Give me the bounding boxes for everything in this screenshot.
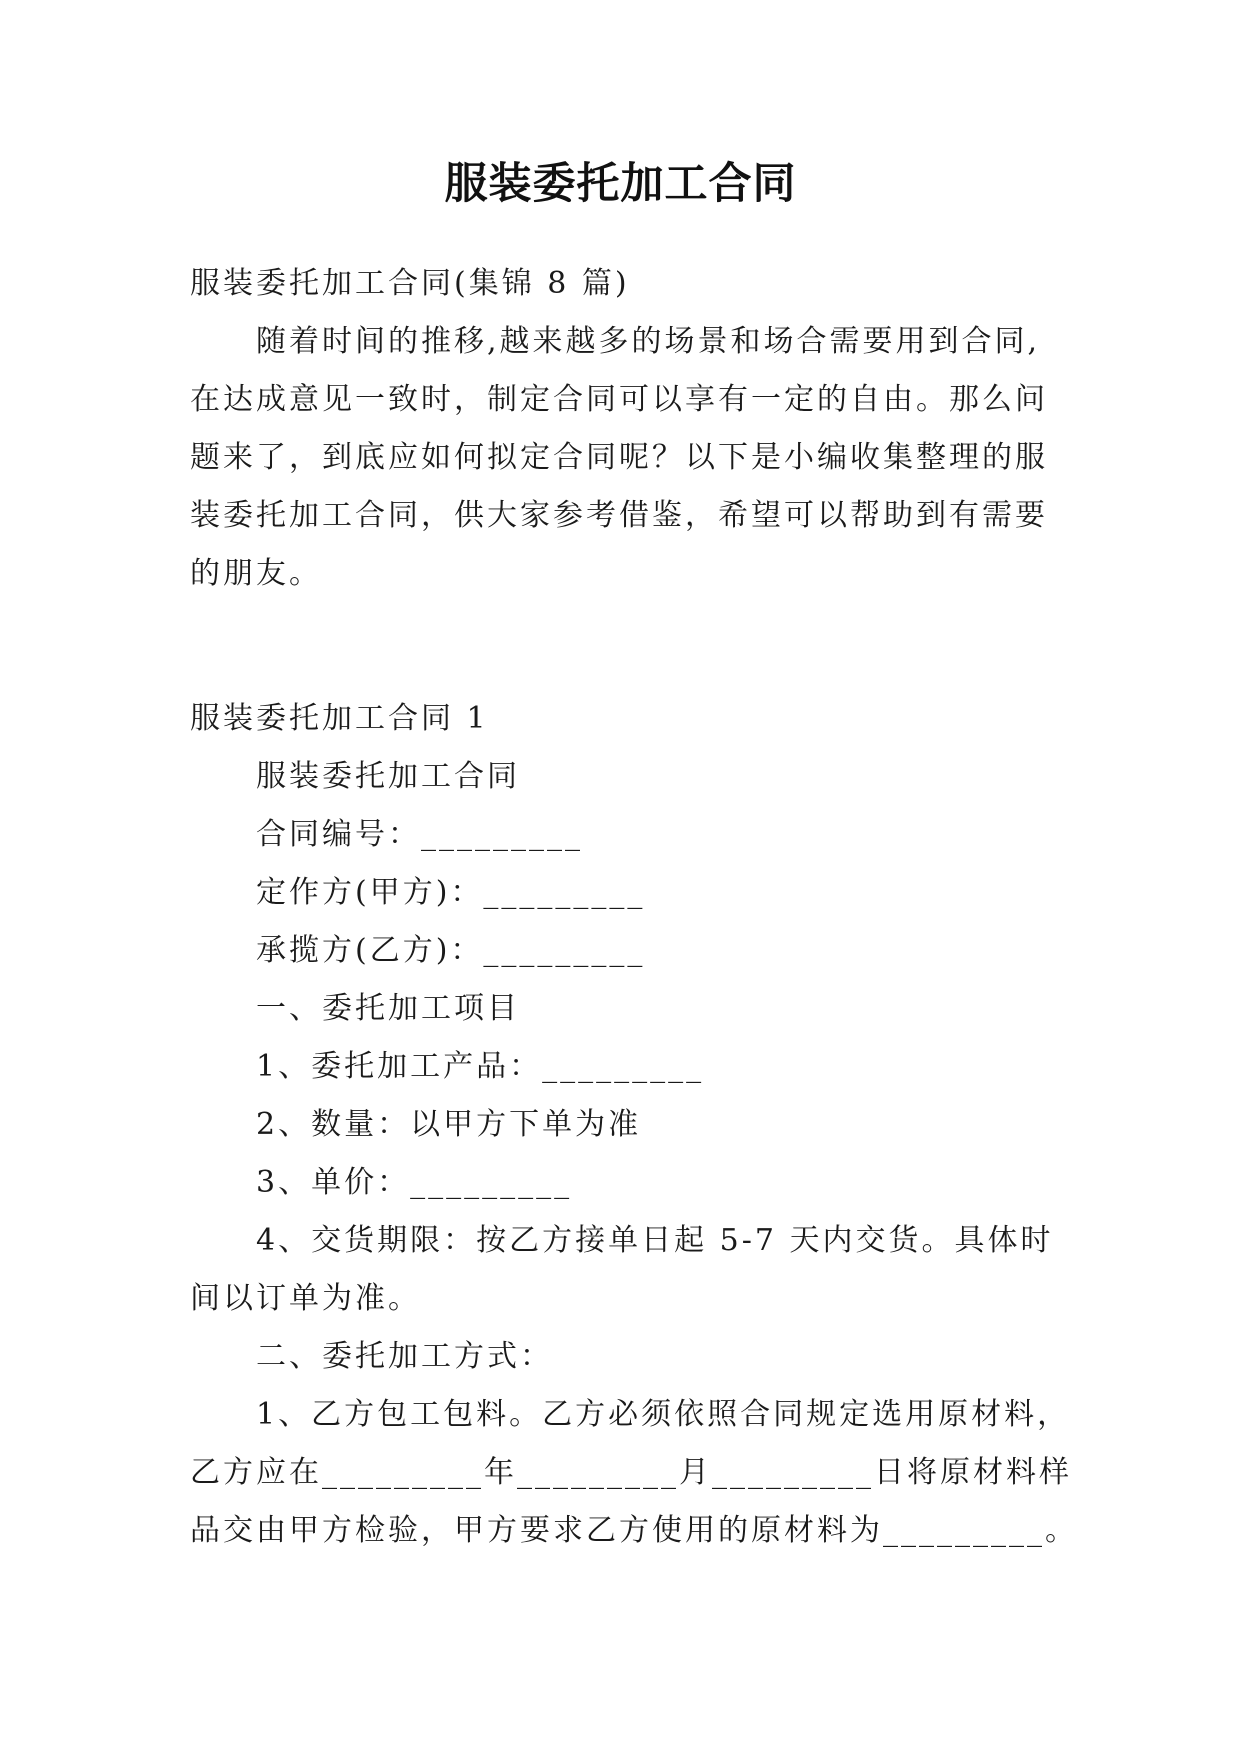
clause-item-continued: 乙方应在_________年_________月_________日将原材料样	[190, 1455, 1072, 1490]
intro-line: 装委托加工合同，供大家参考借鉴，希望可以帮助到有需要	[190, 498, 1048, 533]
intro-line: 的朋友。	[190, 556, 322, 591]
clause-item-continued: 间以订单为准。	[190, 1281, 421, 1316]
clause-item: 2、数量：以甲方下单为准	[256, 1107, 642, 1142]
clause-item-continued: 品交由甲方检验，甲方要求乙方使用的原材料为_________。	[190, 1513, 1078, 1548]
intro-block	[190, 255, 1060, 603]
clause-heading: 二、委托加工方式：	[256, 1339, 553, 1374]
contract-block	[190, 690, 1078, 1560]
intro-line: 随着时间的推移,越来越多的场景和场合需要用到合同,	[256, 324, 1041, 359]
party-b-field: 承揽方(乙方)：_________	[256, 933, 646, 968]
party-a-field: 定作方(甲方)：_________	[256, 875, 646, 910]
clause-heading: 一、委托加工项目	[256, 991, 520, 1026]
clause-item: 1、委托加工产品：_________	[256, 1049, 705, 1084]
intro-line: 在达成意见一致时，制定合同可以享有一定的自由。那么问	[190, 382, 1048, 417]
subtitle: 服装委托加工合同(集锦 8 篇)	[190, 266, 630, 301]
contract-name: 服装委托加工合同	[256, 759, 520, 794]
clause-item: 4、交货期限：按乙方接单日起 5-7 天内交货。具体时	[256, 1223, 1054, 1258]
section-heading: 服装委托加工合同 1	[190, 701, 489, 736]
clause-item: 1、乙方包工包料。乙方必须依照合同规定选用原材料，	[256, 1397, 1071, 1432]
clause-item: 3、单价：_________	[256, 1165, 573, 1200]
intro-line: 题来了，到底应如何拟定合同呢？以下是小编收集整理的服	[190, 440, 1048, 475]
document-title: 服装委托加工合同	[444, 159, 797, 209]
contract-number-field: 合同编号：_________	[256, 817, 583, 852]
